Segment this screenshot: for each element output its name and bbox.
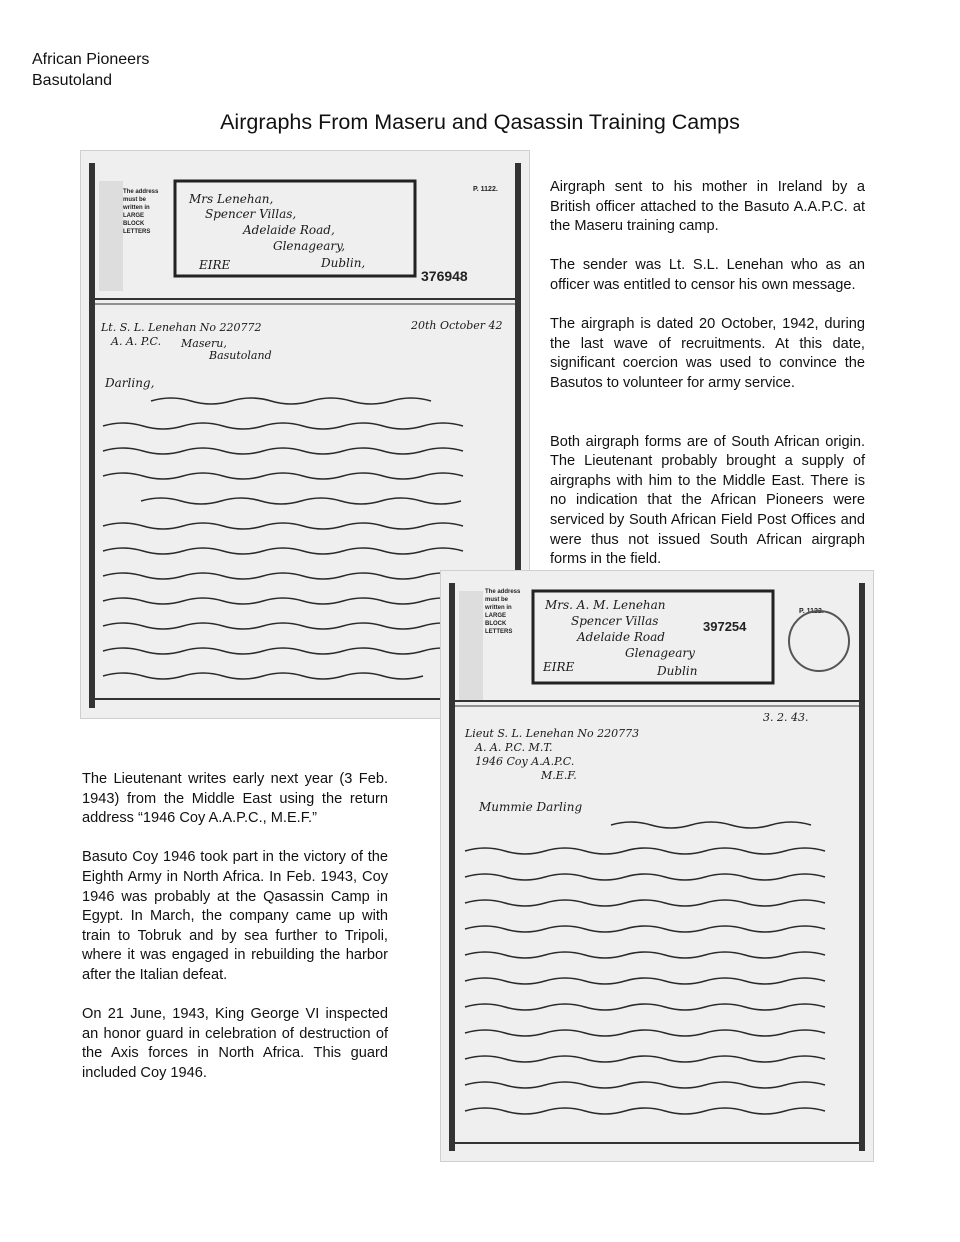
airgraph-2-address-4: Glenageary (625, 646, 695, 660)
airgraph-2-address-3: Adelaide Road (577, 630, 665, 644)
airgraph-2-salutation: Mummie Darling (479, 800, 583, 814)
airgraph-2-sender-2: A. A. P.C. M.T. (475, 741, 553, 754)
airgraph-2-address-5: Dublin (657, 664, 698, 678)
left-paragraph-1: The Lieutenant writes early next year (3 Feb. 1943) from the Middle East using the return address “1946 Coy A.A.P.C., M.E.F.” (82, 771, 388, 827)
airgraph-1-country: EIRE (199, 258, 231, 272)
airgraph-1-address-4: Glenageary, (273, 239, 346, 253)
svg-text:LETTERS: LETTERS (485, 629, 513, 635)
svg-text:written in: written in (485, 605, 512, 611)
airgraph-1-serial: 376948 (421, 268, 468, 284)
page-title: Airgraphs From Maseru and Qasassin Training Camps (220, 110, 740, 134)
airgraph-2-country: EIRE (543, 660, 575, 674)
right-paragraph-1: Airgraph sent to his mother in Ireland by a British officer attached to the Basuto A.A.P.C. at the Maseru training camp. (550, 179, 865, 235)
airgraph-1-sender-3: Maseru, (181, 337, 227, 350)
header-line-2: Basutoland (32, 72, 113, 89)
airgraph-1-sender-2: A. A. P.C. (111, 335, 162, 348)
left-paragraph-2: Basuto Coy 1946 took part in the victory of the Eighth Army in North Africa. In Feb. 1943, Coy 1946 was probably at the Qasassin Camp in Egypt. In March, the company came up with train to Tobruk and by sea further to Tripoli, where it was engaged in rebuilding the harbor after the Italian defeat. (82, 849, 388, 983)
svg-text:BLOCK: BLOCK (123, 221, 145, 227)
svg-text:The address: The address (123, 189, 159, 195)
airgraph-2-serial: 397254 (703, 619, 747, 634)
airgraph-1-address-2: Spencer Villas, (205, 207, 297, 221)
svg-text:written in: written in (123, 205, 150, 211)
header-line-1: African Pioneers (32, 51, 150, 68)
airgraph-2-address-1: Mrs. A. M. Lenehan (545, 598, 666, 612)
svg-text:LARGE: LARGE (485, 613, 506, 619)
airgraph-2-sender-3: 1946 Coy A.A.P.C. (475, 755, 575, 768)
right-paragraph-2: The sender was Lt. S.L. Lenehan who as an officer was entitled to censor his own message. (550, 257, 865, 293)
airgraph-1-address-3: Adelaide Road, (243, 223, 335, 237)
airgraph-1-address-5: Dublin, (321, 256, 366, 270)
left-text-column (82, 770, 388, 1103)
airgraph-1-salutation: Darling, (105, 376, 155, 390)
svg-text:BLOCK: BLOCK (485, 621, 507, 627)
right-paragraph-3: The airgraph is dated 20 October, 1942, during the last wave of recruitments. At this date, significant coercion was used to convince the Basutos to volunteer for army service. (550, 316, 865, 391)
airgraph-1-form-number: P. 1122. (473, 186, 498, 193)
airgraph-2-address-2: Spencer Villas (571, 614, 659, 628)
airgraph-1-sender-4: Basutoland (209, 349, 272, 362)
svg-text:LETTERS: LETTERS (123, 229, 151, 235)
airgraph-1-sender-1: Lt. S. L. Lenehan No 220772 (101, 321, 262, 334)
svg-text:The address: The address (485, 589, 521, 595)
airgraph-2-sender-1: Lieut S. L. Lenehan No 220773 (465, 727, 640, 740)
airgraph-2-sender-4: M.E.F. (541, 769, 577, 782)
airgraph-2-date: 3. 2. 43. (763, 711, 809, 724)
svg-text:must be: must be (123, 197, 147, 203)
svg-text:LARGE: LARGE (123, 213, 144, 219)
svg-text:must be: must be (485, 597, 509, 603)
airgraph-1-date: 20th October 42 (411, 319, 503, 332)
airgraph-2-image (440, 570, 874, 1162)
airgraph-1-address-1: Mrs Lenehan, (189, 192, 274, 206)
right-paragraph-4: Both airgraph forms are of South African origin. The Lieutenant probably brought a supply of airgraphs with him to the Middle East. There is no indication that the African Pioneers were serviced by South African Field Post Offices and were thus not issued South African airgraph forms in the field. (550, 433, 865, 568)
left-paragraph-3: On 21 June, 1943, King George VI inspected an honor guard in celebration of destruction of the Axis forces in North Africa. This guard included Coy 1946. (82, 1006, 388, 1081)
right-text-column (550, 178, 865, 589)
airgraph-2-form-number: P. 1122. (799, 608, 824, 615)
